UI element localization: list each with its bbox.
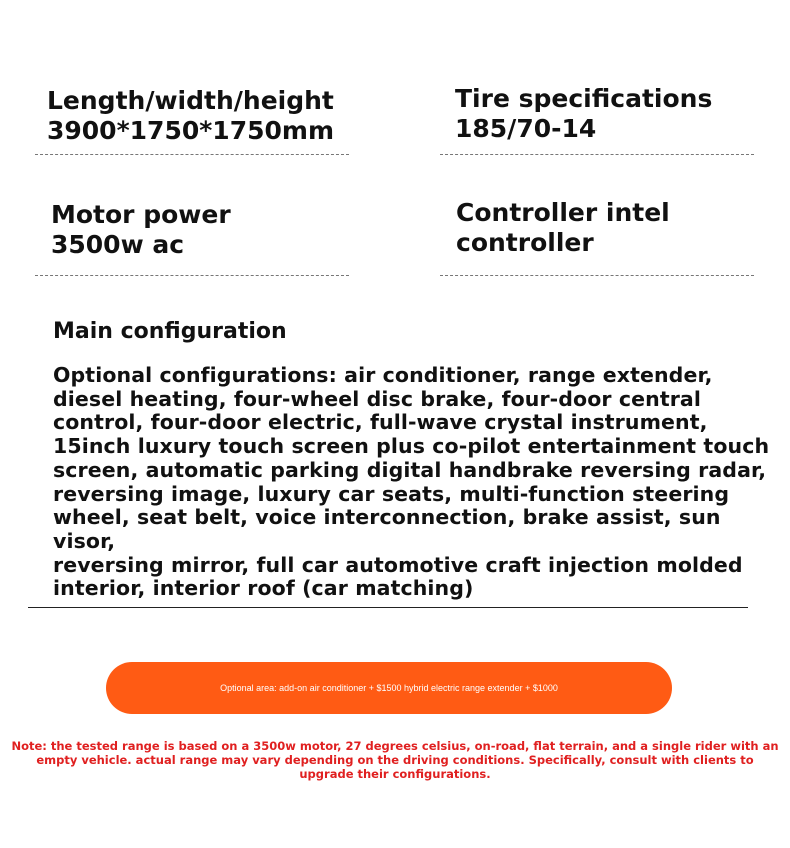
- spec-tire: [455, 84, 712, 144]
- section-divider: [28, 607, 748, 608]
- spec-controller-value: controller: [456, 228, 594, 257]
- config-line: control, four-door electric, full-wave crystal instrument,: [53, 410, 708, 435]
- config-line: screen, automatic parking digital handbrake reversing radar,: [53, 457, 767, 482]
- config-line: 15inch luxury touch screen plus co-pilot entertainment touch: [53, 434, 770, 459]
- spec-dimensions: [47, 86, 334, 146]
- spec-motor: [51, 200, 231, 260]
- spec-motor-label: Motor power: [51, 200, 231, 229]
- config-line: Optional configurations: air conditioner, range extender,: [53, 363, 713, 387]
- divider-controller: [440, 275, 754, 276]
- spec-controller: [456, 198, 670, 258]
- spec-dimensions-value: 3900*1750*1750mm: [47, 116, 334, 145]
- config-line: reversing mirror, full car automotive craft injection molded: [53, 552, 743, 577]
- spec-controller-label: Controller intel: [456, 198, 670, 227]
- spec-tire-label: Tire specifications: [455, 84, 713, 113]
- config-line: reversing image, luxury car seats, multi-function steering: [53, 481, 730, 506]
- spec-dimensions-label: Length/width/height: [47, 86, 334, 115]
- divider-tire: [440, 154, 754, 155]
- optional-area-banner: [106, 662, 672, 714]
- divider-motor: [35, 275, 349, 276]
- range-note: Note: the tested range is based on a 3500w motor, 27 degrees celsius, on-road, flat terrain, and a single rider with an empty vehicle. actual range may vary depending on the driving conditions. Specifically, consult with clients to upgrade their configurations.: [11, 739, 779, 781]
- config-line: wheel, seat belt, voice interconnection, brake assist, sun visor,: [53, 505, 721, 553]
- spec-tire-value: 185/70-14: [455, 114, 597, 143]
- config-line: interior, interior roof (car matching): [53, 576, 474, 601]
- divider-dimensions: [35, 154, 349, 155]
- spec-motor-value: 3500w ac: [51, 230, 185, 259]
- optional-configurations-text: [53, 364, 773, 601]
- optional-area-text: Optional area: add-on air conditioner + $1500 hybrid electric range extender + $1000: [220, 683, 558, 693]
- main-configuration-title: Main configuration: [53, 319, 287, 344]
- config-line: diesel heating, four-wheel disc brake, four-door central: [53, 386, 701, 411]
